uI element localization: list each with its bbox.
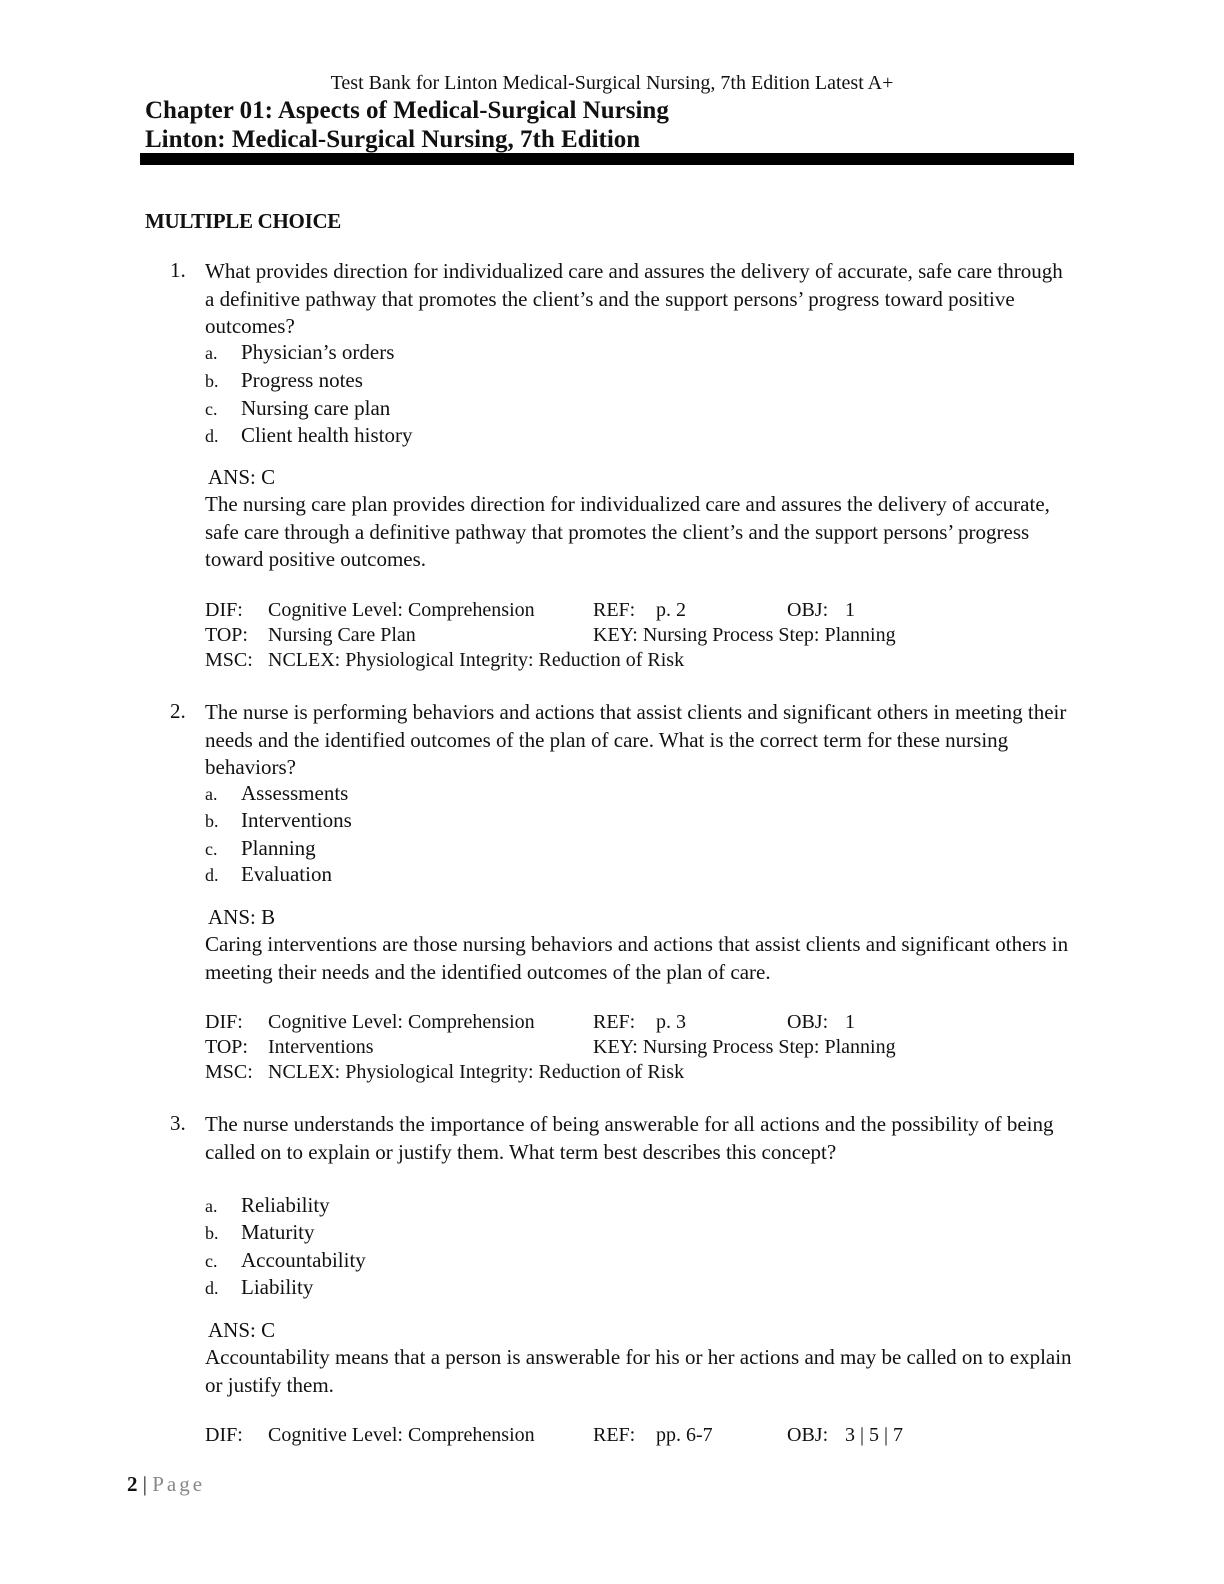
obj-value: 1 [845, 599, 855, 621]
ref-label: REF: [593, 1011, 636, 1033]
option-letter: c. [205, 399, 218, 419]
option-letter: b. [205, 811, 219, 831]
dif-value: Cognitive Level: Comprehension [268, 1424, 535, 1446]
option-text: Progress notes [241, 368, 363, 392]
chapter-title: Chapter 01: Aspects of Medical-Surgical Nursing [145, 97, 669, 124]
option-c [205, 836, 316, 861]
msc-label: MSC: [205, 1061, 253, 1083]
key: KEY: Nursing Process Step: Planning [593, 624, 896, 646]
option-letter: b. [205, 1223, 219, 1243]
option-b [205, 368, 363, 393]
option-b [205, 1220, 315, 1245]
question-number: 3. [170, 1111, 186, 1135]
msc-value: NCLEX: Physiological Integrity: Reduction of Risk [268, 649, 685, 671]
question-text: What provides direction for individualized care and assures the delivery of accurate, safe care through a definitive pathway that promotes the client’s and the support persons’ progress toward positive outcomes? [205, 259, 1063, 338]
dif-label: DIF: [205, 1011, 243, 1033]
obj-label: OBJ: [787, 1011, 829, 1033]
option-text: Interventions [241, 808, 352, 832]
option-d [205, 862, 332, 887]
option-letter: a. [205, 343, 218, 363]
option-text: Reliability [241, 1193, 330, 1217]
dif-value: Cognitive Level: Comprehension [268, 1011, 535, 1033]
ref-value: p. 3 [656, 1011, 686, 1033]
dif-value: Cognitive Level: Comprehension [268, 599, 535, 621]
dif-label: DIF: [205, 1424, 243, 1446]
answer: ANS: B [208, 905, 276, 929]
option-c [205, 396, 390, 421]
ref-value: pp. 6-7 [656, 1424, 713, 1446]
option-letter: c. [205, 839, 218, 859]
top-label: TOP: [205, 624, 248, 646]
msc-label: MSC: [205, 649, 253, 671]
option-text: Planning [241, 836, 316, 860]
dif-label: DIF: [205, 599, 243, 621]
rationale: The nursing care plan provides direction for individualized care and assures the delivery of accurate, safe care through a definitive pathway that promotes the client’s and the support persons’ progress toward positive outcomes. [205, 492, 1050, 571]
ref-label: REF: [593, 1424, 636, 1446]
option-letter: a. [205, 1196, 218, 1216]
ref-label: REF: [593, 599, 636, 621]
option-b [205, 808, 352, 833]
option-text: Evaluation [241, 862, 332, 886]
option-c [205, 1248, 366, 1273]
option-text: Accountability [241, 1248, 366, 1272]
answer: ANS: C [208, 1318, 276, 1342]
obj-label: OBJ: [787, 599, 829, 621]
footer-separator: | [142, 1472, 147, 1496]
top-value: Interventions [268, 1036, 374, 1058]
question-text: The nurse understands the importance of being answerable for all actions and the possibility of being called on to explain or justify them. What term best describes this concept? [205, 1112, 1054, 1164]
option-text: Client health history [241, 423, 413, 447]
obj-label: OBJ: [787, 1424, 829, 1446]
answer: ANS: C [208, 465, 276, 489]
ref-value: p. 2 [656, 599, 686, 621]
option-letter: d. [205, 1278, 219, 1298]
option-letter: a. [205, 784, 218, 804]
obj-value: 1 [845, 1011, 855, 1033]
option-a [205, 1193, 330, 1218]
rationale: Caring interventions are those nursing behaviors and actions that assist clients and significant others in meeting their needs and the identified outcomes of the plan of care. [205, 932, 1069, 984]
option-text: Assessments [241, 781, 349, 805]
option-text: Physician’s orders [241, 340, 395, 364]
header-rule [140, 153, 1074, 165]
header-line: Test Bank for Linton Medical-Surgical Nursing, 7th Edition Latest A+ [330, 72, 894, 94]
rationale: Accountability means that a person is answerable for his or her actions and may be called on to explain or justify them. [205, 1345, 1072, 1397]
page-number: 2 [127, 1472, 138, 1496]
question-number: 2. [170, 699, 186, 723]
key: KEY: Nursing Process Step: Planning [593, 1036, 896, 1058]
option-letter: d. [205, 865, 219, 885]
question-number: 1. [170, 258, 186, 282]
option-text: Liability [241, 1275, 314, 1299]
section-title: MULTIPLE CHOICE [145, 209, 342, 233]
msc-value: NCLEX: Physiological Integrity: Reduction of Risk [268, 1061, 685, 1083]
option-d [205, 423, 412, 448]
option-a [205, 781, 348, 806]
book-title: Linton: Medical-Surgical Nursing, 7th Edition [145, 126, 641, 153]
option-letter: d. [205, 426, 219, 446]
option-text: Nursing care plan [241, 396, 391, 420]
page-word: Page [152, 1472, 206, 1496]
page-footer [127, 1472, 205, 1497]
option-letter: c. [205, 1251, 218, 1271]
obj-value: 3 | 5 | 7 [845, 1424, 904, 1446]
option-a [205, 340, 394, 365]
top-label: TOP: [205, 1036, 248, 1058]
option-d [205, 1275, 313, 1300]
top-value: Nursing Care Plan [268, 624, 416, 646]
option-text: Maturity [241, 1220, 315, 1244]
option-letter: b. [205, 371, 219, 391]
question-text: The nurse is performing behaviors and actions that assist clients and significant others in meeting their needs and the identified outcomes of the plan of care. What is the correct term for these nursing behaviors? [205, 700, 1067, 779]
